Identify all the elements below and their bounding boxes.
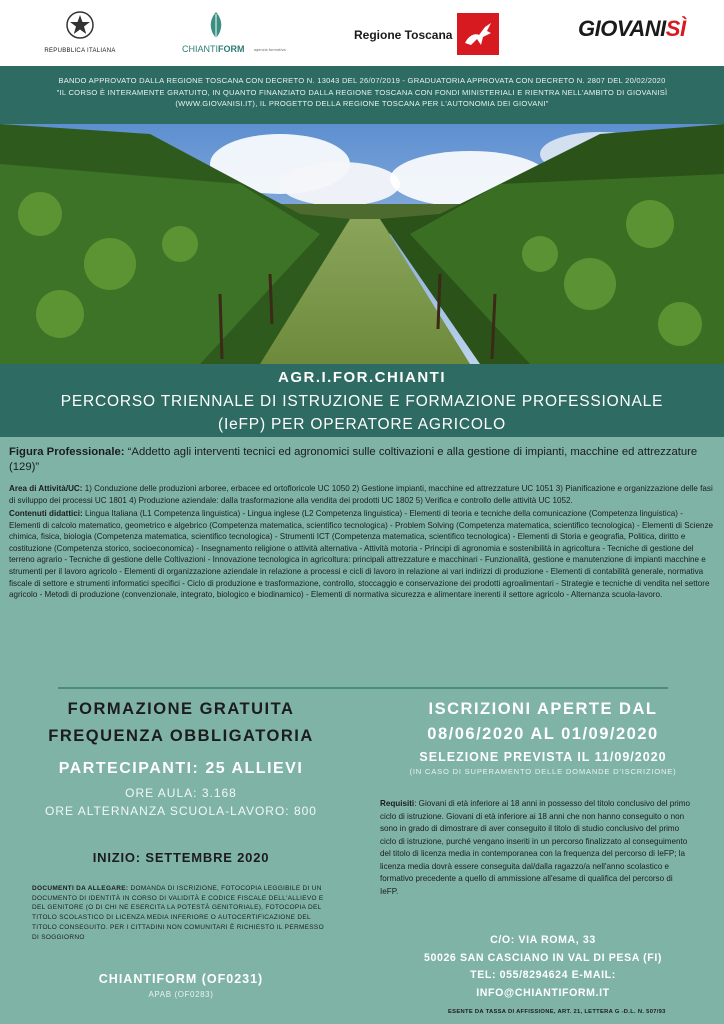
frequenza-obbligatoria: FREQUENZA OBBLIGATORIA xyxy=(48,727,314,745)
course-name: AGR.I.FOR.CHIANTI xyxy=(278,369,446,386)
italian-emblem-icon xyxy=(65,10,95,40)
ore-alternanza: ORE ALTERNANZA SCUOLA-LAVORO: 800 xyxy=(45,804,317,818)
title-band xyxy=(0,364,724,437)
logo-giovani-text: GIOVANI xyxy=(578,16,666,41)
course-title-line-1: PERCORSO TRIENNALE DI ISTRUZIONE E FORMAZIONE PROFESSIONALE xyxy=(60,393,664,410)
partecipanti: PARTECIPANTI: 25 ALLIEVI xyxy=(58,760,304,777)
address-line-2: 50026 SAN CASCIANO IN VAL DI PESA (FI) xyxy=(423,951,663,964)
logo-chiantiform-tag: agenzia formativa xyxy=(254,48,286,52)
chiantiform-code: CHIANTIFORM (OF0231) xyxy=(98,972,264,986)
logo-regione-name: Regione Toscana xyxy=(354,28,453,42)
esente-note: ESENTE DA TASSA DI AFFISSIONE, ART. 21, LETTERA G -D.L. N. 507/93 xyxy=(448,1009,666,1015)
logo-bar xyxy=(0,0,724,66)
phone-email-line: TEL: 055/8294624 E-MAIL: xyxy=(470,969,616,981)
vineyard-photo xyxy=(0,124,724,364)
logo-repubblica-caption: REPUBBLICA ITALIANA xyxy=(44,48,116,54)
leaf-icon xyxy=(206,10,226,40)
formazione-gratuita: FORMAZIONE GRATUITA xyxy=(67,700,295,718)
logo-repubblica xyxy=(40,10,120,54)
apab-code: APAB (OF0283) xyxy=(148,990,214,999)
pegasus-flag-icon xyxy=(457,13,499,55)
right-column xyxy=(362,700,724,776)
contact-address xyxy=(362,932,724,1002)
notice-line-2: "IL CORSO È INTERAMENTE GRATUITO, IN QUANTO FINANZIATO DALLA REGIONE TOSCANA CON FONDI MINISTERIALI E RIENTRA NELL'AMBITO DI GIOVANISÌ xyxy=(56,87,668,97)
address-line-1: C/O: VIA ROMA, 33 xyxy=(490,934,596,946)
iscrizioni-dates: 08/06/2020 AL 01/09/2020 xyxy=(427,725,659,743)
logo-chiantiform-name: CHIANTIFORM xyxy=(182,44,245,54)
course-title-line-2: (IeFP) PER OPERATORE AGRICOLO xyxy=(218,416,506,433)
notice-line-1: BANDO APPROVATO DALLA REGIONE TOSCANA CON DECRETO N. 13043 DEL 26/07/2019 - GRADUATORIA APPROVATA CON DECRETO N. 2807 DEL 20/02/2020 xyxy=(58,76,666,85)
contenuti-didattici: Contenuti didattici: Lingua Italiana (L1 Competenza linguistica) - Lingua inglese (L2 Competenza linguistica) - Elementi di teoria e tecniche della comunicazione (Competenza linguistica) - Elementi di calcolo matematico, geometrico e algebrico (Competenza matematica, scientifico tecnologica) - Problem Solving (Competenza matematica, scientifico tecnologica) - Elementi di Scienze chimica, fisica, biologia (Competenza matematica, scientifico tecnologica) - Strumenti ICT (Competenza matematica, scientifico tecnologica) - Elementi di Storia e geografia, Politica, diritto e costituzione (Competenza storico, socioeconomica) - Insegnamento religione o attività alternativa - Attività motoria - Principi di agronomia e sostenibilità in agricoltura - Tecniche di gestione del terreno agrario - Tecniche di gestione delle Coltivazioni - Innovazione tecnologica in agricoltura: principali attrezzature e macchinari - Funzionalità, gestione e manutenzione di impianti macchine e strumenti per il lavoro agricolo - Elementi di organizzazione aziendale in relazione a processi e cicli di lavoro in relazione ai vari indirizzi di produzione - Elementi di contabilità generale, normativa fiscale di settore e strumenti informatici specifici - Ciclo di produzione e trasformazione, controllo, stoccaggio e conservazione dei prodotti agroalimentari - Strategie e tecniche di vendita nel settore agricolo - Metodi di produzione (convenzionale, integrato, biologico e biodinamico) - Elementi di normativa sicurezza e alimentare inerenti il settore agricolo - Alternanza scuola-lavoro. xyxy=(9,509,714,600)
logo-regione-toscana xyxy=(354,13,504,55)
notice-band xyxy=(0,66,724,124)
ore-aula: ORE AULA: 3.168 xyxy=(125,786,237,800)
iscrizioni-aperte: ISCRIZIONI APERTE DAL xyxy=(428,700,658,718)
section-divider xyxy=(58,687,668,689)
left-column xyxy=(0,700,362,865)
course-description xyxy=(0,437,724,687)
logo-si-text: SÌ xyxy=(665,16,686,41)
email-address[interactable]: INFO@CHIANTIFORM.IT xyxy=(476,986,610,999)
selezione-note: (IN CASO DI SUPERAMENTO DELLE DOMANDE D'ISCRIZIONE) xyxy=(409,767,677,776)
logo-giovanisi xyxy=(578,16,686,50)
requisiti: Requisiti: Giovani di età inferiore ai 18 anni in possesso del titolo conclusivo del primo ciclo di istruzione. Giovani di età inferiore ai 18 anni che non hanno conseguito o non sono in grado di dimostrare di aver conseguito il titolo di studio conclusivo del primo ciclo di istruzione, purché vengano inseriti in un percorso finalizzato al conseguimento del titolo di licenza media in contemporanea con la frequenza del percorso di IeFP; la licenza media dovrà essere conseguita dal/dalla ragazzo/a nell'anno scolastico e formativo precedente a quello di ammissione all'esame di qualifica del percorso di IeFP. xyxy=(380,799,690,896)
inizio: INIZIO: SETTEMBRE 2020 xyxy=(92,850,270,865)
area-attivita: Area di Attività/UC: 1) Conduzione delle produzioni arboree, erbacee ed ortofloricole UC 1050 2) Gestione impianti, macchine ed attrezzature UC 1051 3) Pianificazione e organizzazione delle fasi di sviluppo dei processi UC 1801 4) Produzione aziendale: dalla trasformazione alla vendita dei prodotti UC 1802 5) Verifica e controllo delle attività UC 1052. xyxy=(9,484,713,505)
figura-professionale: Figura Professionale: “Addetto agli interventi tecnici ed agronomici sulle coltivazioni e alla gestione di impianti, macchine ed attrezzature (129)” xyxy=(9,446,698,473)
selezione-prevista: SELEZIONE PREVISTA IL 11/09/2020 xyxy=(419,750,667,764)
logo-chiantiform xyxy=(182,10,298,56)
notice-line-3: (WWW.GIOVANISI.IT), IL PROGETTO DELLA REGIONE TOSCANA PER L'AUTONOMIA DEI GIOVANI" xyxy=(175,99,549,108)
documenti-da-allegare: DOCUMENTI DA ALLEGARE: DOMANDA DI ISCRIZIONE, FOTOCOPIA LEGGIBILE DI UN DOCUMENTO DI IDENTITÀ IN CORSO DI VALIDITÀ E CODICE FISCALE DELL'ALLIEVO E DEL GENITORE (O DI CHI NE ESERCITA LA POTESTÀ GENITORIALE), FOTOCOPIA DEL TITOLO SCOLASTICO DI LICENZA MEDIA INFERIORE O AUTOCERTIFICAZIONE DEL TITOLO CONSEGUITO. PER I CITTADINI NON COMUNITARI È RICHIESTO IL PERMESSO DI SOGGIORNO xyxy=(32,885,324,941)
